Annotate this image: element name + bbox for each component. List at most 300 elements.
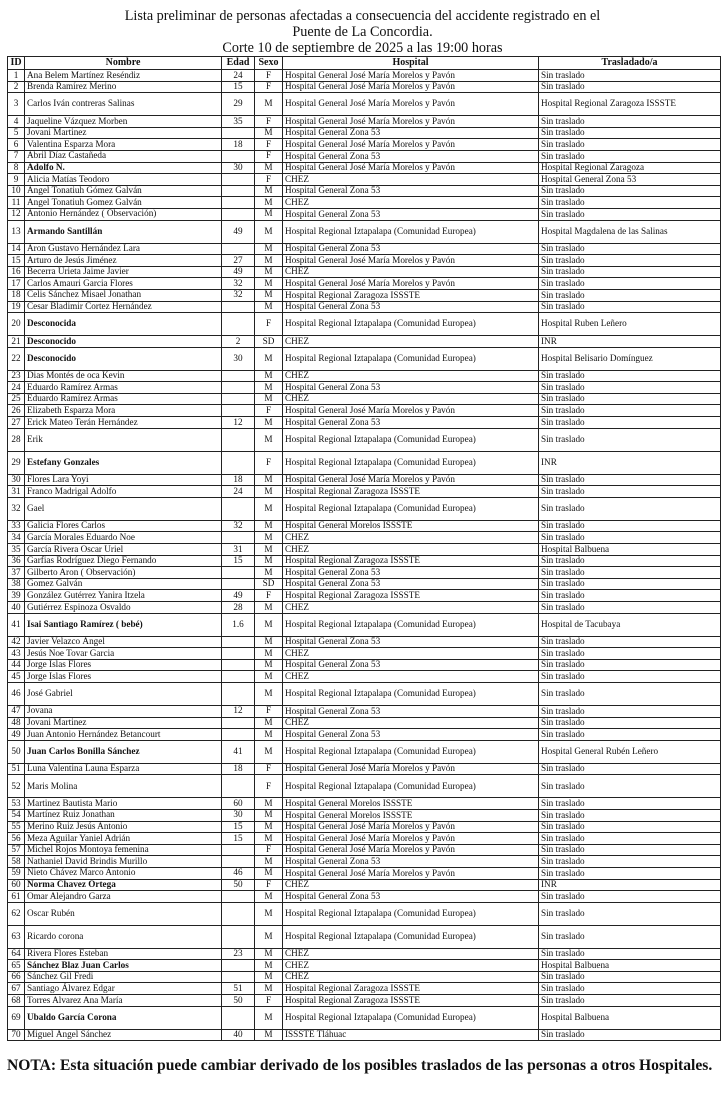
cell-id: 25 xyxy=(8,393,25,405)
cell-trasladado: Sin traslado xyxy=(539,567,721,579)
cell-edad: 18 xyxy=(222,139,255,151)
cell-trasladado: Sin traslado xyxy=(539,856,721,868)
cell-hospital: Hospital General José María Morelos y Pavón xyxy=(283,93,539,116)
table-row xyxy=(8,867,721,879)
table-row xyxy=(8,116,721,128)
cell-hospital: Hospital Regional Iztapalapa (Comunidad Europea) xyxy=(283,1006,539,1029)
cell-nombre: Desconocido xyxy=(25,336,222,348)
cell-sexo: M xyxy=(255,301,283,313)
cell-sexo: F xyxy=(255,590,283,602)
cell-hospital: Hospital Regional Iztapalapa (Comunidad Europea) xyxy=(283,925,539,948)
table-row xyxy=(8,289,721,301)
table-row xyxy=(8,856,721,868)
cell-id: 59 xyxy=(8,867,25,879)
cell-sexo: F xyxy=(255,705,283,717)
cell-edad: 49 xyxy=(222,220,255,243)
cell-id: 57 xyxy=(8,844,25,856)
table-row xyxy=(8,127,721,139)
cell-sexo: M xyxy=(255,856,283,868)
cell-nombre: Antonio Hernández ( Observación) xyxy=(25,208,222,220)
cell-id: 62 xyxy=(8,902,25,925)
cell-sexo: M xyxy=(255,347,283,370)
cell-nombre: Erik xyxy=(25,428,222,451)
cell-hospital: CHEZ xyxy=(283,717,539,729)
table-row xyxy=(8,798,721,810)
cell-edad: 46 xyxy=(222,867,255,879)
cell-hospital: Hospital General Morelos ISSSTE xyxy=(283,798,539,810)
cell-nombre: Javier Velazco Ángel xyxy=(25,636,222,648)
table-row xyxy=(8,995,721,1007)
cell-id: 12 xyxy=(8,208,25,220)
table-row xyxy=(8,197,721,209)
cell-hospital: Hospital General Zona 53 xyxy=(283,567,539,579)
table-row xyxy=(8,497,721,520)
cell-edad xyxy=(222,208,255,220)
cell-id: 54 xyxy=(8,809,25,821)
cell-trasladado: Sin traslado xyxy=(539,705,721,717)
cell-trasladado: Sin traslado xyxy=(539,382,721,394)
cell-trasladado: Sin traslado xyxy=(539,289,721,301)
table-row xyxy=(8,382,721,394)
cell-trasladado: Sin traslado xyxy=(539,809,721,821)
cell-id: 37 xyxy=(8,567,25,579)
cell-trasladado: Sin traslado xyxy=(539,81,721,93)
cell-id: 69 xyxy=(8,1006,25,1029)
cell-id: 20 xyxy=(8,313,25,336)
table-row xyxy=(8,983,721,995)
cell-trasladado: Hospital Belisario Domínguez xyxy=(539,347,721,370)
cell-id: 6 xyxy=(8,139,25,151)
cell-nombre: Juan Carlos Bonilla Sánchez xyxy=(25,740,222,763)
cell-hospital: Hospital General José María Morelos y Pavón xyxy=(283,81,539,93)
cell-hospital: Hospital General José María Morelos y Pavón xyxy=(283,405,539,417)
table-row xyxy=(8,602,721,614)
cell-trasladado: INR xyxy=(539,879,721,891)
cell-nombre: Miguel Ángel Sánchez xyxy=(25,1029,222,1041)
cell-sexo: M xyxy=(255,1029,283,1041)
cell-hospital: CHEZ xyxy=(283,671,539,683)
table-row xyxy=(8,567,721,579)
cell-hospital: Hospital General José María Morelos y Pavón xyxy=(283,116,539,128)
table-header-row xyxy=(8,57,721,70)
cell-trasladado: Sin traslado xyxy=(539,798,721,810)
cell-trasladado: Hospital General Zona 53 xyxy=(539,174,721,186)
table-row xyxy=(8,474,721,486)
cell-id: 22 xyxy=(8,347,25,370)
cell-sexo: F xyxy=(255,313,283,336)
cell-trasladado: Sin traslado xyxy=(539,497,721,520)
table-row xyxy=(8,417,721,429)
cell-hospital: Hospital Regional Zaragoza ISSSTE xyxy=(283,486,539,498)
cell-hospital: Hospital General José María Morelos y Pavón xyxy=(283,70,539,82)
cell-nombre: Torres Alvarez Ana María xyxy=(25,995,222,1007)
cell-edad xyxy=(222,717,255,729)
cell-nombre: Angel Tonatiuh Gómez Galván xyxy=(25,185,222,197)
cell-id: 64 xyxy=(8,948,25,960)
cell-id: 24 xyxy=(8,382,25,394)
cell-id: 58 xyxy=(8,856,25,868)
cell-hospital: CHEZ xyxy=(283,393,539,405)
table-row xyxy=(8,520,721,532)
cell-trasladado: Sin traslado xyxy=(539,867,721,879)
cell-trasladado: Sin traslado xyxy=(539,971,721,983)
table-row xyxy=(8,659,721,671)
cell-edad: 30 xyxy=(222,809,255,821)
cell-sexo: M xyxy=(255,93,283,116)
cell-nombre: Flores Lara Yoyi xyxy=(25,474,222,486)
cell-edad xyxy=(222,405,255,417)
cell-trasladado: Sin traslado xyxy=(539,844,721,856)
table-row xyxy=(8,948,721,960)
cell-nombre: Abril Díaz Castañeda xyxy=(25,150,222,162)
cell-sexo: M xyxy=(255,520,283,532)
table-row xyxy=(8,162,721,174)
cell-id: 2 xyxy=(8,81,25,93)
cell-nombre: Jaqueline Vázquez Morben xyxy=(25,116,222,128)
footer-note: NOTA: Esta situación puede cambiar derivado de los posibles traslados de las personas a otros Hospitales. xyxy=(7,1057,713,1074)
cell-edad: 28 xyxy=(222,602,255,614)
cell-hospital: Hospital General Morelos ISSSTE xyxy=(283,520,539,532)
cell-edad xyxy=(222,382,255,394)
cell-hospital: Hospital Regional Zaragoza ISSSTE xyxy=(283,590,539,602)
cell-sexo: F xyxy=(255,150,283,162)
cell-hospital: Hospital General Zona 53 xyxy=(283,301,539,313)
cell-nombre: Desconocido xyxy=(25,347,222,370)
cell-nombre: Franco Madrigal Adolfo xyxy=(25,486,222,498)
cell-hospital: Hospital Regional Iztapalapa (Comunidad Europea) xyxy=(283,902,539,925)
cell-edad: 23 xyxy=(222,948,255,960)
cell-id: 56 xyxy=(8,833,25,845)
header-title-line-1: Lista preliminar de personas afectadas a consecuencia del accidente registrado en el xyxy=(124,8,601,24)
cell-hospital: Hospital General José María Morelos y Pavón xyxy=(283,844,539,856)
cell-sexo: M xyxy=(255,544,283,556)
table-row xyxy=(8,266,721,278)
cell-nombre: Gael xyxy=(25,497,222,520)
table-row xyxy=(8,971,721,983)
table-row xyxy=(8,208,721,220)
cell-edad xyxy=(222,729,255,741)
cell-hospital: Hospital General Zona 53 xyxy=(283,891,539,903)
cell-hospital: Hospital General Zona 53 xyxy=(283,729,539,741)
table-row xyxy=(8,555,721,567)
table-row xyxy=(8,428,721,451)
column-header-id: ID xyxy=(8,57,25,70)
cell-hospital: Hospital General José María Morelos y Pavón xyxy=(283,763,539,775)
column-header-sexo: Sexo xyxy=(255,57,283,70)
cell-hospital: CHEZ xyxy=(283,948,539,960)
cell-edad xyxy=(222,925,255,948)
cell-sexo: M xyxy=(255,717,283,729)
cell-hospital: Hospital Regional Zaragoza ISSSTE xyxy=(283,555,539,567)
cell-id: 4 xyxy=(8,116,25,128)
cell-trasladado: Sin traslado xyxy=(539,902,721,925)
cell-trasladado: Sin traslado xyxy=(539,405,721,417)
cell-sexo: M xyxy=(255,555,283,567)
cell-id: 47 xyxy=(8,705,25,717)
table-row xyxy=(8,844,721,856)
cell-sexo: F xyxy=(255,451,283,474)
cell-edad xyxy=(222,659,255,671)
column-header-trasladado: Trasladado/a xyxy=(539,57,721,70)
cell-edad xyxy=(222,567,255,579)
affected-persons-table xyxy=(7,56,721,1041)
cell-id: 19 xyxy=(8,301,25,313)
cell-sexo: M xyxy=(255,382,283,394)
cell-sexo: M xyxy=(255,289,283,301)
cell-trasladado: Hospital Balbuena xyxy=(539,960,721,972)
cell-trasladado: Sin traslado xyxy=(539,474,721,486)
cell-nombre: Cesar Bladimir Cortez Hernández xyxy=(25,301,222,313)
table-row xyxy=(8,405,721,417)
cell-sexo: M xyxy=(255,867,283,879)
cell-nombre: Jovana xyxy=(25,705,222,717)
cell-id: 46 xyxy=(8,682,25,705)
cell-id: 26 xyxy=(8,405,25,417)
cell-nombre: Desconocida xyxy=(25,313,222,336)
cell-sexo: F xyxy=(255,775,283,798)
cell-hospital: Hospital Regional Iztapalapa (Comunidad Europea) xyxy=(283,775,539,798)
table-row xyxy=(8,879,721,891)
cell-trasladado: Sin traslado xyxy=(539,243,721,255)
cell-edad xyxy=(222,370,255,382)
cell-trasladado: Hospital Regional Zaragoza xyxy=(539,162,721,174)
cell-sexo: SD xyxy=(255,578,283,590)
cell-nombre: Elizabeth Esparza Mora xyxy=(25,405,222,417)
cell-nombre: Isai Santiago Ramírez ( bebé) xyxy=(25,613,222,636)
cell-id: 27 xyxy=(8,417,25,429)
cell-edad xyxy=(222,174,255,186)
cell-nombre: Luna Valentina Launa Esparza xyxy=(25,763,222,775)
cell-id: 44 xyxy=(8,659,25,671)
cell-id: 3 xyxy=(8,93,25,116)
cell-trasladado: INR xyxy=(539,336,721,348)
cell-hospital: Hospital General José María Morelos y Pavón xyxy=(283,474,539,486)
cell-id: 35 xyxy=(8,544,25,556)
cell-id: 21 xyxy=(8,336,25,348)
cell-edad: 15 xyxy=(222,81,255,93)
cell-trasladado: Sin traslado xyxy=(539,1029,721,1041)
table-row xyxy=(8,220,721,243)
cell-id: 63 xyxy=(8,925,25,948)
cell-nombre: Meza Aguilar Yaniel Adrián xyxy=(25,833,222,845)
cell-nombre: Michel Rojos Montoya femenina xyxy=(25,844,222,856)
cell-hospital: Hospital General Zona 53 xyxy=(283,636,539,648)
cell-edad: 41 xyxy=(222,740,255,763)
cell-sexo: M xyxy=(255,278,283,290)
cell-trasladado: Sin traslado xyxy=(539,833,721,845)
cell-edad xyxy=(222,578,255,590)
table-row xyxy=(8,717,721,729)
table-row xyxy=(8,960,721,972)
cell-id: 67 xyxy=(8,983,25,995)
table-row xyxy=(8,393,721,405)
cell-id: 11 xyxy=(8,197,25,209)
cell-nombre: Becerra Urieta Jaime Javier xyxy=(25,266,222,278)
cell-hospital: Hospital General José María Morelos y Pavón xyxy=(283,139,539,151)
cell-trasladado: Sin traslado xyxy=(539,278,721,290)
cell-nombre: Valentina Esparza Mora xyxy=(25,139,222,151)
cell-nombre: Celis Sánchez Misael Jonathan xyxy=(25,289,222,301)
cell-hospital: CHEZ xyxy=(283,336,539,348)
table-row xyxy=(8,486,721,498)
cell-hospital: Hospital General José María Morelos y Pavón xyxy=(283,162,539,174)
cell-hospital: ISSSTE Tláhuac xyxy=(283,1029,539,1041)
table-row xyxy=(8,648,721,660)
document-header xyxy=(0,8,725,56)
column-header-edad: Edad xyxy=(222,57,255,70)
cell-hospital: CHEZ xyxy=(283,544,539,556)
cell-edad: 30 xyxy=(222,162,255,174)
table-row xyxy=(8,705,721,717)
cell-hospital: CHEZ xyxy=(283,960,539,972)
cell-nombre: Sánchez Gil Fredi xyxy=(25,971,222,983)
cell-trasladado: Sin traslado xyxy=(539,393,721,405)
cell-trasladado: Sin traslado xyxy=(539,925,721,948)
cell-id: 55 xyxy=(8,821,25,833)
cell-nombre: Nathaniel David Brindis Murillo xyxy=(25,856,222,868)
cell-trasladado: Sin traslado xyxy=(539,486,721,498)
cell-hospital: Hospital General Zona 53 xyxy=(283,417,539,429)
table-row xyxy=(8,590,721,602)
cell-id: 14 xyxy=(8,243,25,255)
cell-trasladado: Sin traslado xyxy=(539,717,721,729)
cell-edad xyxy=(222,902,255,925)
column-header-hospital: Hospital xyxy=(283,57,539,70)
table-row xyxy=(8,81,721,93)
cell-edad xyxy=(222,844,255,856)
cell-hospital: Hospital General Morelos ISSSTE xyxy=(283,809,539,821)
cell-id: 49 xyxy=(8,729,25,741)
cell-hospital: CHEZ xyxy=(283,197,539,209)
cell-sexo: F xyxy=(255,174,283,186)
cell-edad: 18 xyxy=(222,474,255,486)
table-row xyxy=(8,925,721,948)
table-row xyxy=(8,278,721,290)
cell-trasladado: Sin traslado xyxy=(539,602,721,614)
cell-trasladado: Hospital de Tacubaya xyxy=(539,613,721,636)
cell-nombre: Oscar Rubén xyxy=(25,902,222,925)
cell-edad xyxy=(222,891,255,903)
cell-id: 45 xyxy=(8,671,25,683)
cell-nombre: Jovani Martinez xyxy=(25,127,222,139)
cell-id: 8 xyxy=(8,162,25,174)
cell-edad xyxy=(222,185,255,197)
table-row xyxy=(8,636,721,648)
cell-id: 51 xyxy=(8,763,25,775)
cell-nombre: Jorge Islas Flores xyxy=(25,659,222,671)
cell-hospital: CHEZ xyxy=(283,532,539,544)
cell-hospital: CHEZ xyxy=(283,971,539,983)
table-row xyxy=(8,243,721,255)
cell-nombre: Gilberto Aron ( Observación) xyxy=(25,567,222,579)
table-row xyxy=(8,185,721,197)
cell-edad xyxy=(222,428,255,451)
cell-hospital: Hospital Regional Iztapalapa (Comunidad Europea) xyxy=(283,428,539,451)
cell-trasladado: Hospital Balbuena xyxy=(539,1006,721,1029)
cell-trasladado: Sin traslado xyxy=(539,555,721,567)
cell-sexo: M xyxy=(255,613,283,636)
cell-trasladado: Sin traslado xyxy=(539,185,721,197)
cell-id: 31 xyxy=(8,486,25,498)
table-row xyxy=(8,902,721,925)
cell-trasladado: Sin traslado xyxy=(539,417,721,429)
cell-id: 42 xyxy=(8,636,25,648)
cell-edad: 1.6 xyxy=(222,613,255,636)
cell-trasladado: Sin traslado xyxy=(539,266,721,278)
cell-trasladado: Hospital General Rubén Leñero xyxy=(539,740,721,763)
table-row xyxy=(8,729,721,741)
cell-edad xyxy=(222,497,255,520)
table-row xyxy=(8,763,721,775)
table-row xyxy=(8,93,721,116)
cell-trasladado: Sin traslado xyxy=(539,127,721,139)
table-row xyxy=(8,347,721,370)
cell-sexo: M xyxy=(255,266,283,278)
cell-hospital: Hospital Regional Zaragoza ISSSTE xyxy=(283,289,539,301)
cell-nombre: Ricardo corona xyxy=(25,925,222,948)
cell-trasladado: Sin traslado xyxy=(539,729,721,741)
table-row xyxy=(8,544,721,556)
cell-nombre: Merino Ruiz Jesús Antonio xyxy=(25,821,222,833)
cell-trasladado: Sin traslado xyxy=(539,636,721,648)
cell-sexo: F xyxy=(255,116,283,128)
cell-edad: 15 xyxy=(222,555,255,567)
cell-id: 34 xyxy=(8,532,25,544)
cell-nombre: Ubaldo García Corona xyxy=(25,1006,222,1029)
cell-hospital: Hospital General José María Morelos y Pavón xyxy=(283,833,539,845)
cell-trasladado: Sin traslado xyxy=(539,648,721,660)
table-row xyxy=(8,775,721,798)
cell-nombre: Gutiérrez Espinoza Osvaldo xyxy=(25,602,222,614)
cell-sexo: M xyxy=(255,740,283,763)
cell-id: 50 xyxy=(8,740,25,763)
cell-hospital: Hospital Regional Iztapalapa (Comunidad Europea) xyxy=(283,451,539,474)
cell-sexo: M xyxy=(255,983,283,995)
cell-sexo: M xyxy=(255,197,283,209)
cell-hospital: Hospital Regional Iztapalapa (Comunidad Europea) xyxy=(283,497,539,520)
cell-hospital: Hospital Regional Iztapalapa (Comunidad Europea) xyxy=(283,740,539,763)
cell-hospital: Hospital General José María Morelos y Pavón xyxy=(283,255,539,267)
cell-nombre: Omar Alejandro Garza xyxy=(25,891,222,903)
cell-id: 7 xyxy=(8,150,25,162)
cell-sexo: F xyxy=(255,844,283,856)
cell-id: 10 xyxy=(8,185,25,197)
table-row xyxy=(8,174,721,186)
cell-edad: 15 xyxy=(222,833,255,845)
cell-edad: 30 xyxy=(222,347,255,370)
cell-trasladado: Sin traslado xyxy=(539,197,721,209)
cell-trasladado: Sin traslado xyxy=(539,139,721,151)
cell-id: 60 xyxy=(8,879,25,891)
cell-edad: 12 xyxy=(222,705,255,717)
cell-edad xyxy=(222,393,255,405)
cell-sexo: M xyxy=(255,602,283,614)
table-row xyxy=(8,370,721,382)
cell-id: 43 xyxy=(8,648,25,660)
cell-sexo: M xyxy=(255,729,283,741)
cell-sexo: F xyxy=(255,81,283,93)
cell-id: 33 xyxy=(8,520,25,532)
cell-sexo: M xyxy=(255,474,283,486)
cell-edad xyxy=(222,971,255,983)
cell-edad: 29 xyxy=(222,93,255,116)
cell-edad xyxy=(222,960,255,972)
cell-id: 68 xyxy=(8,995,25,1007)
cell-hospital: CHEZ xyxy=(283,879,539,891)
cell-edad: 49 xyxy=(222,590,255,602)
table-row xyxy=(8,809,721,821)
cell-nombre: Eduardo Ramírez Armas xyxy=(25,393,222,405)
